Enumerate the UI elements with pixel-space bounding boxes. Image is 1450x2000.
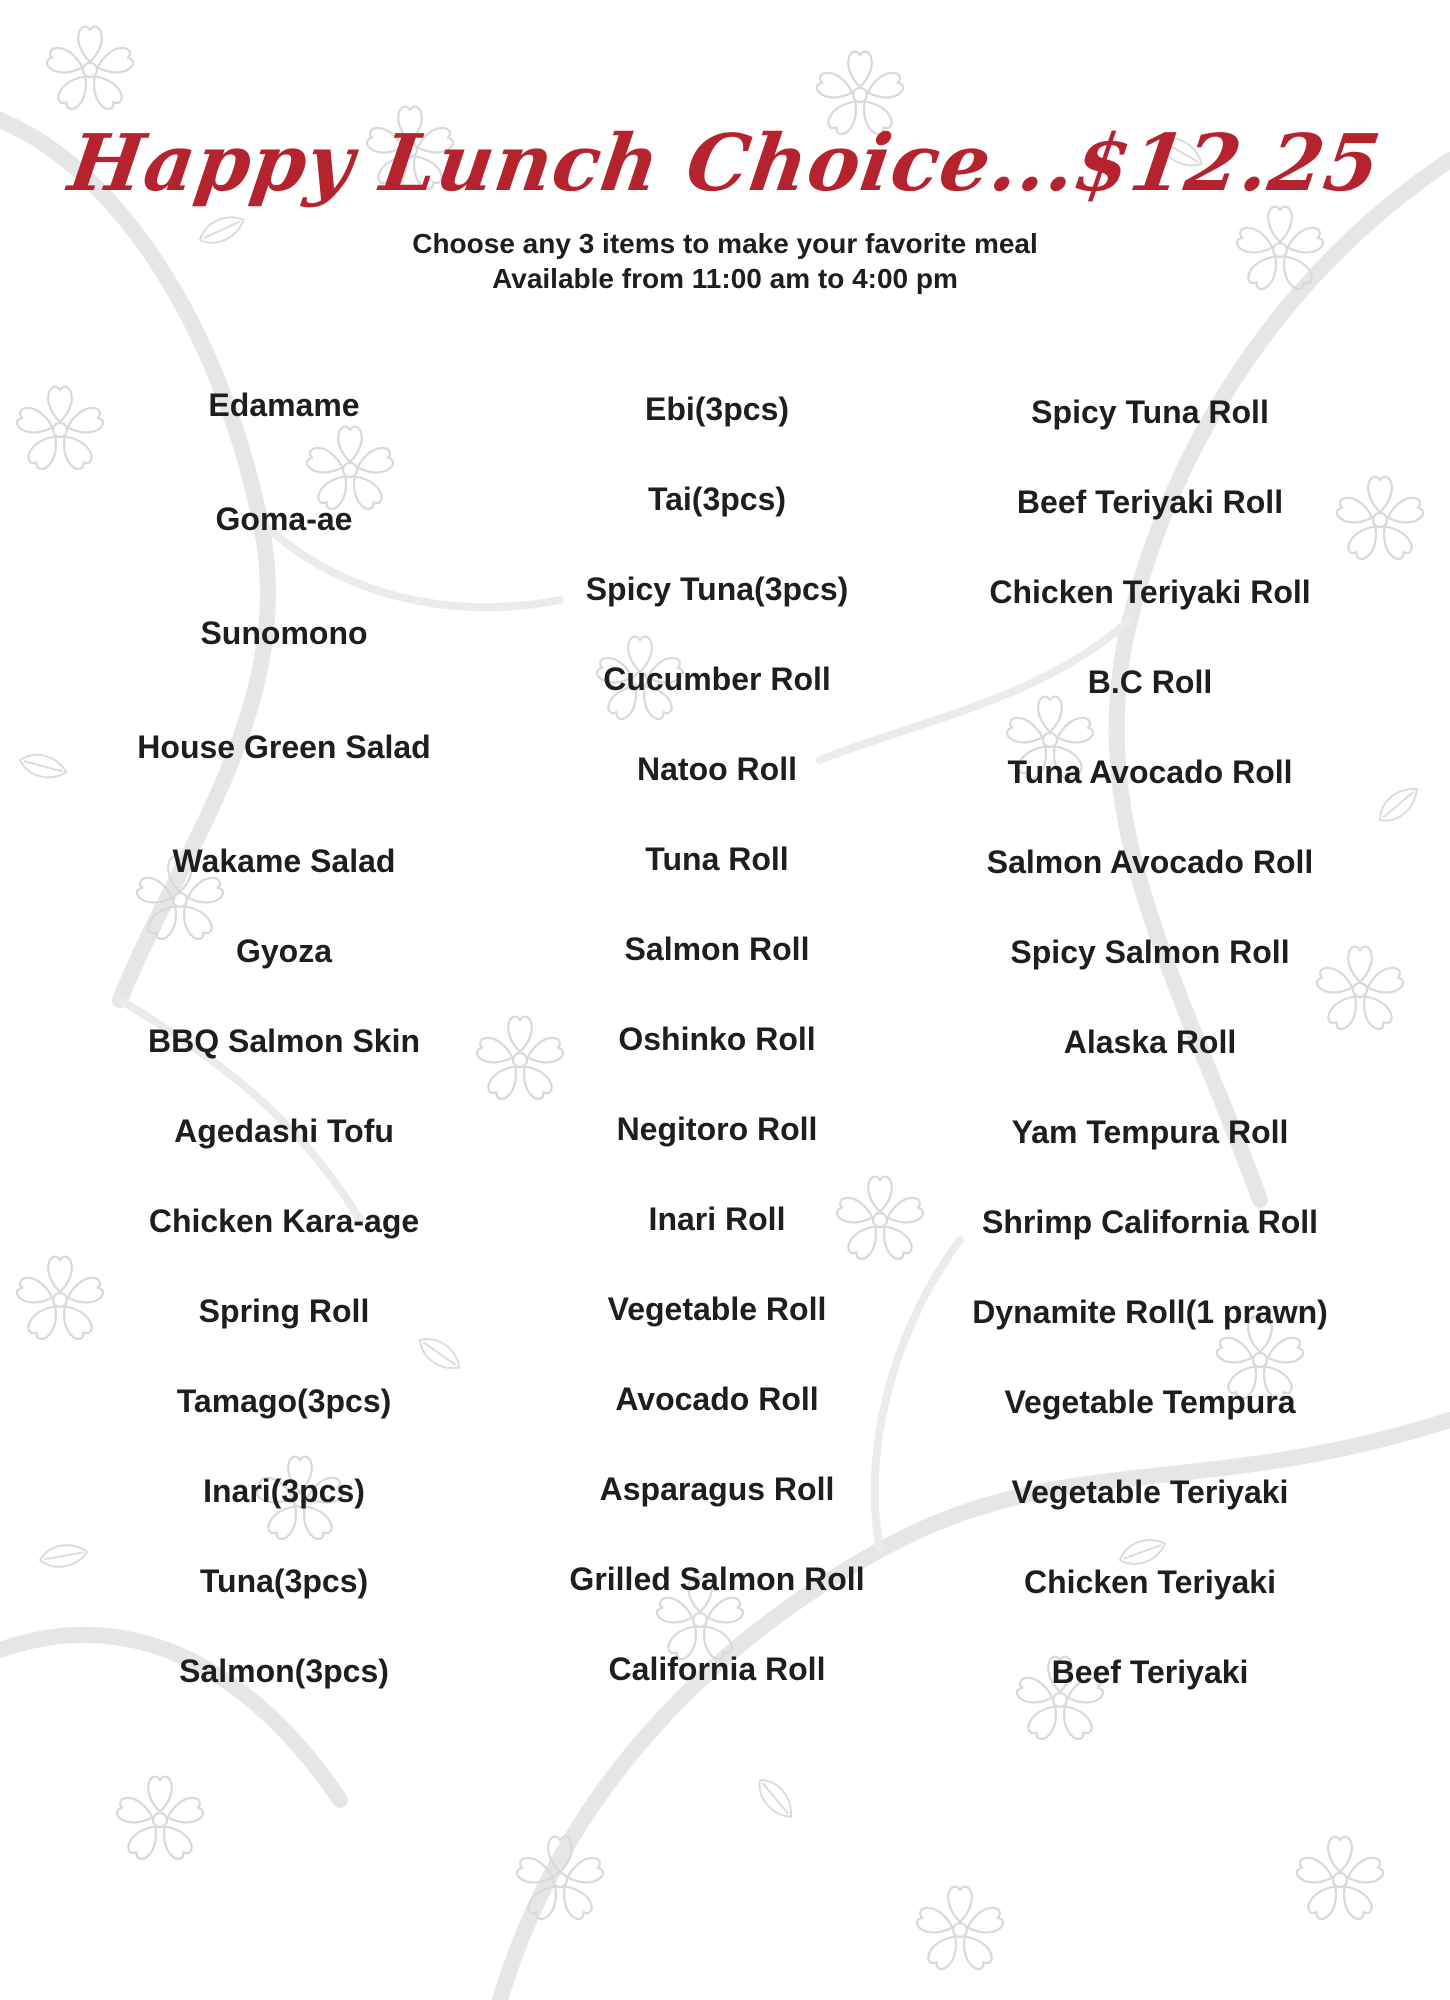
menu-item: Tamago(3pcs) [176, 1383, 392, 1419]
menu-subtitle-instructions: Choose any 3 items to make your favorite meal [412, 228, 1038, 259]
menu-item: Sunomono [200, 615, 368, 651]
menu-item: Chicken Kara-age [148, 1203, 420, 1239]
menu-item: Tuna Avocado Roll [1007, 754, 1293, 790]
menu-item: House Green Salad [137, 729, 431, 765]
menu-item: BBQ Salmon Skin [147, 1023, 421, 1059]
menu-item: Goma-ae [215, 501, 353, 537]
menu-item: Oshinko Roll [618, 1021, 816, 1057]
menu-item: Agedashi Tofu [174, 1113, 394, 1149]
menu-item: Cucumber Roll [603, 661, 831, 697]
menu-item: Yam Tempura Roll [1011, 1114, 1289, 1150]
menu-item: Vegetable Teriyaki [1011, 1474, 1289, 1510]
menu-item: Inari(3pcs) [203, 1473, 365, 1509]
menu-item: Natoo Roll [637, 751, 797, 787]
menu-item: Shrimp California Roll [981, 1204, 1319, 1240]
menu-item: Inari Roll [648, 1201, 786, 1237]
menu-item: Avocado Roll [615, 1381, 819, 1417]
menu-item: Grilled Salmon Roll [569, 1561, 865, 1597]
menu-item: Dynamite Roll(1 prawn) [972, 1294, 1328, 1330]
menu-item: Edamame [208, 387, 360, 423]
menu-item: Spicy Tuna(3pcs) [585, 571, 849, 607]
menu-item: B.C Roll [1087, 664, 1213, 700]
menu-item: Vegetable Roll [607, 1291, 827, 1327]
menu-item: Wakame Salad [172, 843, 396, 879]
menu-item: California Roll [608, 1651, 826, 1687]
menu-item: Chicken Teriyaki Roll [989, 574, 1311, 610]
menu-item: Ebi(3pcs) [644, 391, 790, 427]
menu-item: Vegetable Tempura [1004, 1384, 1296, 1420]
menu-title: Happy Lunch Choice...$12.25 [63, 118, 1387, 209]
menu-item: Negitoro Roll [616, 1111, 818, 1147]
menu-item: Beef Teriyaki [1051, 1654, 1249, 1690]
menu-item: Spicy Tuna Roll [1031, 394, 1269, 430]
menu-subtitle-hours: Available from 11:00 am to 4:00 pm [492, 263, 958, 294]
menu-item: Gyoza [235, 933, 333, 969]
menu-item: Asparagus Roll [599, 1471, 835, 1507]
menu-item: Spicy Salmon Roll [1010, 934, 1290, 970]
menu-item: Alaska Roll [1063, 1024, 1237, 1060]
menu-item: Spring Roll [198, 1293, 370, 1329]
menu-item: Tuna Roll [645, 841, 789, 877]
menu-item: Chicken Teriyaki [1024, 1564, 1276, 1600]
menu-item: Salmon(3pcs) [179, 1653, 389, 1689]
menu-item: Salmon Roll [624, 931, 810, 967]
menu-item: Beef Teriyaki Roll [1016, 484, 1284, 520]
menu-item: Tuna(3pcs) [199, 1563, 369, 1599]
menu-item: Salmon Avocado Roll [986, 844, 1314, 880]
menu-item: Tai(3pcs) [647, 481, 787, 517]
